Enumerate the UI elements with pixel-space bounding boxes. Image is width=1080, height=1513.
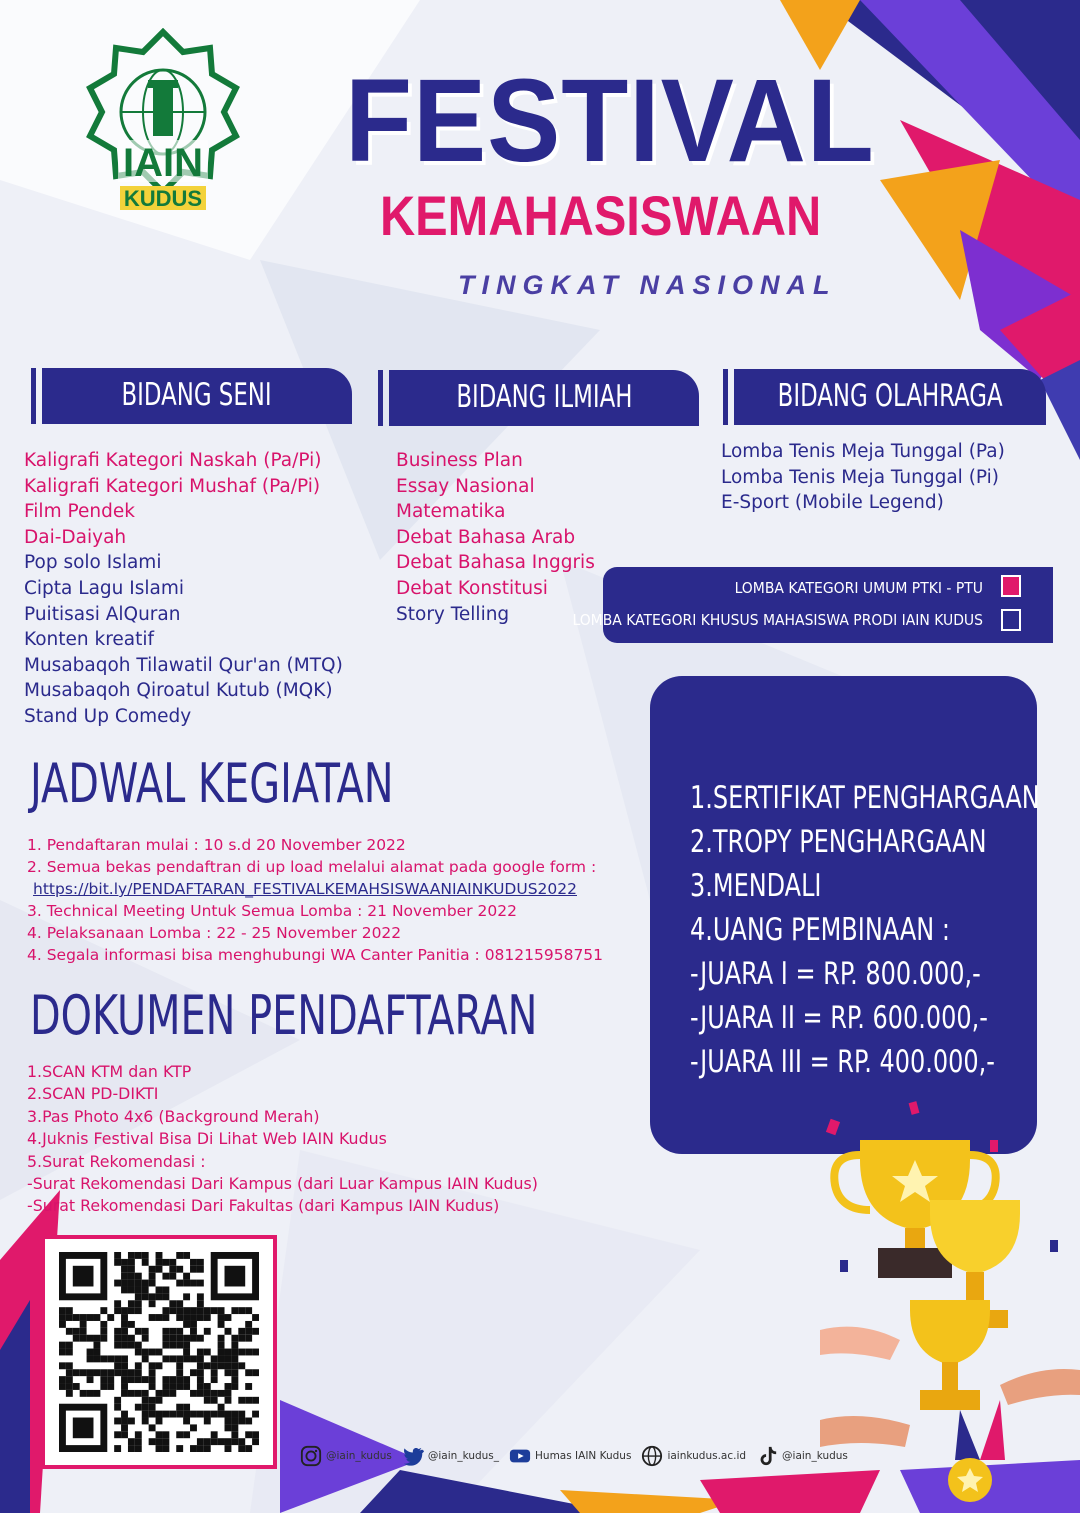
competition-item: Cipta Lagu Islami [24, 577, 184, 599]
bidang-seni-list [24, 448, 343, 730]
competition-item: Kaligrafi Kategori Mushaf (Pa/Pi) [24, 475, 321, 497]
document-item: 4.Juknis Festival Bisa Di Lihat Web IAIN Kudus [27, 1129, 387, 1149]
svg-text:IAIN: IAIN [123, 141, 203, 185]
trophy-illustration [820, 1100, 1080, 1510]
prize-item: 1.SERTIFIKAT PENGHARGAAN [690, 780, 1040, 816]
competition-item: Dai-Daiyah [24, 526, 127, 548]
schedule-item: 4. Pelaksanaan Lomba : 22 - 25 November 2022 [27, 924, 402, 942]
legend-khusus-swatch [1001, 609, 1021, 631]
document-item: 3.Pas Photo 4x6 (Background Merah) [27, 1106, 320, 1126]
qr-code[interactable] [59, 1251, 259, 1453]
prize-box [650, 676, 1040, 1154]
prize-item: 3.MENDALI [690, 868, 822, 904]
competition-item: Story Telling [396, 603, 510, 625]
tiktok-icon [756, 1445, 778, 1467]
festival-title: FESTIVAL [345, 55, 875, 187]
svg-text:KUDUS: KUDUS [123, 186, 203, 211]
social-footer [300, 1445, 848, 1467]
schedule-item: 1. Pendaftaran mulai : 10 s.d 20 November 2022 [27, 836, 406, 854]
ilmiah-header-bar [378, 370, 383, 426]
competition-item: Musabaqoh Tilawatil Qur'an (MTQ) [24, 654, 343, 676]
competition-item: Lomba Tenis Meja Tunggal (Pi) [721, 466, 1000, 488]
document-item: -Surat Rekomendasi Dari Fakultas (dari Kampus IAIN Kudus) [27, 1196, 500, 1216]
prize-item: -JUARA II = RP. 600.000,- [690, 1000, 988, 1036]
competition-item: Debat Bahasa Inggris [396, 552, 595, 574]
competition-item: Lomba Tenis Meja Tunggal (Pa) [721, 441, 1005, 462]
social-youtube[interactable]: Humas IAIN Kudus [509, 1445, 631, 1467]
social-instagram[interactable]: @iain_kudus [300, 1445, 392, 1467]
seni-header-bar [31, 368, 36, 424]
competition-item: Musabaqoh Qiroatul Kutub (MQK) [24, 680, 333, 702]
jadwal-title: JADWAL KEGIATAN [30, 752, 394, 815]
iain-kudus-logo [78, 28, 248, 218]
twitter-icon [402, 1445, 424, 1467]
bidang-ilmiah-header: BIDANG ILMIAH [389, 370, 699, 426]
document-item: 5.Surat Rekomendasi : [27, 1151, 206, 1171]
social-web[interactable]: iainkudus.ac.id [641, 1445, 746, 1467]
social-twitter[interactable]: @iain_kudus_ [402, 1445, 499, 1467]
competition-item: Stand Up Comedy [24, 705, 192, 727]
olahraga-header-bar [723, 369, 728, 425]
competition-item: Puitisasi AlQuran [24, 603, 181, 625]
bidang-seni-header: BIDANG SENI [42, 368, 352, 424]
registration-link[interactable]: https://bit.ly/PENDAFTARAN_FESTIVALKEMAHSISWAANIAINKUDUS2022 [33, 880, 577, 898]
prize-item: 2.TROPY PENGHARGAAN [690, 824, 987, 860]
web-icon [641, 1445, 663, 1467]
schedule-item: 2. Semua bekas pendaftran di up load melalui alamat pada google form : [27, 858, 597, 876]
youtube-icon [509, 1445, 531, 1467]
festival-subtitle: KEMAHASISWAAN [380, 184, 822, 247]
competition-item: Matematika [396, 501, 506, 523]
competition-item: E-Sport (Mobile Legend) [721, 492, 944, 514]
bidang-ilmiah-list [396, 448, 595, 627]
festival-level: TINGKAT NASIONAL [458, 270, 837, 300]
legend-khusus-label: LOMBA KATEGORI KHUSUS MAHASISWA PRODI IAIN KUDUS [572, 611, 983, 629]
document-item: 1.SCAN KTM dan KTP [27, 1062, 192, 1081]
dokumen-title: DOKUMEN PENDAFTARAN [30, 984, 538, 1047]
schedule-item: 4. Segala informasi bisa menghubungi WA Canter Panitia : 081215958751 [27, 946, 604, 964]
document-item: 2.SCAN PD-DIKTI [27, 1084, 159, 1104]
schedule-list [27, 834, 603, 966]
legend-umum-swatch [1001, 575, 1021, 597]
prize-item: 4.UANG PEMBINAAN : [690, 912, 950, 948]
competition-item: Konten kreatif [24, 629, 155, 651]
prize-item: -JUARA I = RP. 800.000,- [690, 956, 981, 992]
competition-item: Debat Bahasa Arab [396, 526, 576, 548]
instagram-icon [300, 1445, 322, 1467]
prize-item: -JUARA III = RP. 400.000,- [690, 1044, 995, 1080]
category-legend [572, 567, 1053, 643]
social-tiktok[interactable]: @iain_kudus [756, 1445, 848, 1467]
prize-list [690, 776, 1080, 1084]
documents-list [27, 1061, 538, 1218]
competition-item: Film Pendek [24, 501, 135, 523]
bidang-olahraga-list [721, 439, 1005, 516]
competition-item: Pop solo Islami [24, 552, 162, 574]
schedule-item: 3. Technical Meeting Untuk Semua Lomba : 21 November 2022 [27, 902, 517, 920]
bidang-olahraga-header: BIDANG OLAHRAGA [734, 369, 1046, 425]
qr-code-frame[interactable] [41, 1235, 277, 1469]
document-item: -Surat Rekomendasi Dari Kampus (dari Luar Kampus IAIN Kudus) [27, 1174, 538, 1194]
legend-umum-label: LOMBA KATEGORI UMUM PTKI - PTU [734, 579, 983, 597]
competition-item: Debat Konstitusi [396, 577, 548, 599]
competition-item: Business Plan [396, 450, 523, 471]
competition-item: Essay Nasional [396, 475, 535, 497]
competition-item: Kaligrafi Kategori Naskah (Pa/Pi) [24, 450, 322, 471]
